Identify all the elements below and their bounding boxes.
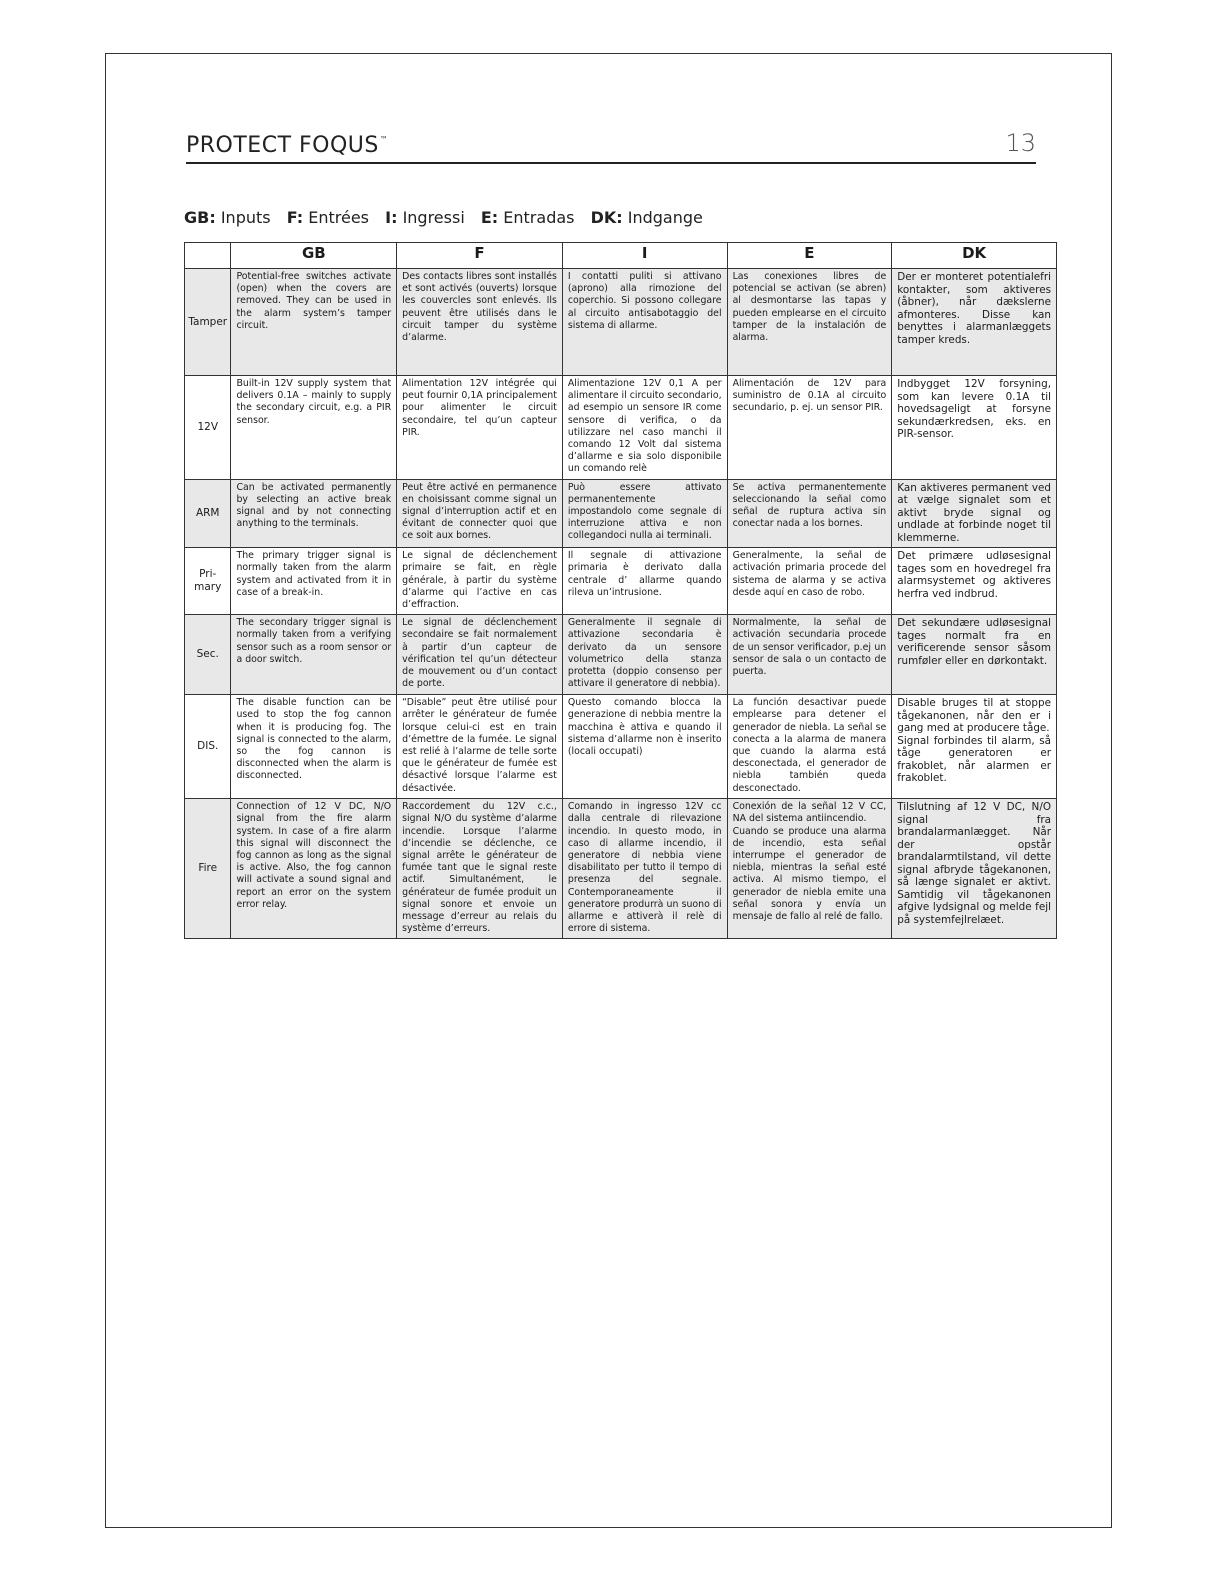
cell-e: La función desactivar puede emplearse para detener el generador de niebla. La señal se conecta a la alarma de manera que cuando la alarma está desconectada, el generador de niebla también queda desconectado. [727, 695, 892, 799]
cell-e: Normalmente, la señal de activación secundaria procede de un sensor verificador, p.ej un sensor de sala o un contacto de puerta. [727, 615, 892, 695]
cell-gb: Built-in 12V supply system that delivers 0.1A – mainly to supply the secondary circuit, e.g. a PIR sensor. [231, 376, 397, 480]
row-label-tamper: Tamper [185, 269, 231, 376]
cell-dk: Det sekundære udløsesignal tages normalt fra en verificerende sensor såsom rumføler eller en dørkontakt. [892, 615, 1057, 695]
cell-i: Questo comando blocca la generazione di nebbia mentre la macchina è attiva e quando il sistema d’allarme non è inserito (locali occupati) [562, 695, 727, 799]
cell-dk: Indbygget 12V forsyning, som kan levere 0.1A til hovedsageligt at forsyne sekundærkredsen, eks. en PIR-sensor. [892, 376, 1057, 480]
column-header-blank [185, 243, 231, 269]
table-row [185, 799, 1057, 939]
table-row [185, 695, 1057, 799]
table-row [185, 548, 1057, 615]
cell-e: Las conexiones libres de potencial se activan (se abren) al desmontarse las tapas y pueden emplearse en el circuito tamper de la instalación de alarma. [727, 269, 892, 376]
brand-name: PROTECT FOQUS [186, 133, 379, 158]
row-label-fire: Fire [185, 799, 231, 939]
row-label-arm: ARM [185, 479, 231, 548]
table-row [185, 269, 1057, 376]
column-header-gb: GB [231, 243, 397, 269]
row-label-12v: 12V [185, 376, 231, 480]
cell-dk: Det primære udløsesignal tages som en hovedregel fra alarmsystemet og aktiveres herfra ved indbrud. [892, 548, 1057, 615]
legend-item-dk: DK: Indgange [590, 208, 703, 227]
cell-f: Alimentation 12V intégrée qui peut fournir 0,1A principalement pour alimenter le circuit secondaire, tel qu’un capteur PIR. [397, 376, 563, 480]
inputs-table [184, 242, 1057, 939]
cell-gb: The disable function can be used to stop the fog cannon when it is producing fog. The signal is connected to the alarm, so the fog cannon is disconnected when the alarm is disconnected. [231, 695, 397, 799]
cell-f: Le signal de déclenchement secondaire se fait normalement à partir d’un capteur de vérification tel qu’un détecteur de mouvement ou d’un contact de porte. [397, 615, 563, 695]
cell-f: “Disable” peut être utilisé pour arrêter le générateur de fumée lorsque celui-ci est en train d’émettre de la fumée. Le signal est relié à l’alarme de telle sorte que le générateur de fumée est désactivé lorsque l’alarme est désactivée. [397, 695, 563, 799]
cell-e: Se activa permanentemente seleccionando la señal como señal de ruptura activa sin conectar nada a los bornes. [727, 479, 892, 548]
cell-i: Alimentazione 12V 0,1 A per alimentare il circuito secondario, ad esempio un sensore IR come sensore di verifica, o da utilizzare nel caso manchi il comando 12 Volt dal sistema d’allarme e sia solo disponibile un comando relè [562, 376, 727, 480]
cell-dk: Kan aktiveres permanent ved at vælge signalet som et aktivt bryde signal og undlade at forbinde noget til klemmerne. [892, 479, 1057, 548]
row-label-secondary: Sec. [185, 615, 231, 695]
table-row [185, 615, 1057, 695]
cell-gb: Can be activated permanently by selecting an active break signal and by not connecting anything to the terminals. [231, 479, 397, 548]
cell-dk: Tilslutning af 12 V DC, N/O signal fra brandalarmanlægget. Når der opstår brandalarmtilstand, vil dette signal afbryde tågekanonen, så længe signalet er aktivt. Samtidig vil tågekanonen afgive lydsignal og melde fejl på systemfejlrelæet. [892, 799, 1057, 939]
cell-gb: The secondary trigger signal is normally taken from a verifying sensor such as a room sensor or a door switch. [231, 615, 397, 695]
language-legend [184, 208, 714, 227]
column-header-e: E [727, 243, 892, 269]
page-header [186, 128, 1036, 164]
cell-f: Des contacts libres sont installés et sont activés (ouverts) lorsque les couvercles sont enlevés. Ils peuvent être utilisés dans le circuit tamper du système d’alarme. [397, 269, 563, 376]
brand-logo [186, 133, 388, 158]
legend-item-e: E: Entradas [480, 208, 575, 227]
legend-item-i: I: Ingressi [385, 208, 465, 227]
row-label-primary: Pri- mary [185, 548, 231, 615]
legend-item-f: F: Entrées [286, 208, 370, 227]
cell-dk: Der er monteret potentialefri kontakter, som aktiveres (åbner), når dækslerne afmonteres. Disse kan benyttes i alarmanlæggets tamper kreds. [892, 269, 1057, 376]
cell-gb: Potential-free switches activate (open) when the covers are removed. They can be used in the alarm system’s tamper circuit. [231, 269, 397, 376]
table-row [185, 479, 1057, 548]
page-number: 13 [1005, 129, 1036, 157]
cell-e: Alimentación de 12V para suministro de 0.1A al circuito secundario, p. ej. un sensor PIR. [727, 376, 892, 480]
trademark-symbol: ™ [379, 135, 389, 144]
table-row [185, 376, 1057, 480]
cell-dk: Disable bruges til at stoppe tågekanonen, når den er i gang med at producere tåge. Signal forbindes til alarm, så tåge generatoren er frakoblet, når alarmen er frakoblet. [892, 695, 1057, 799]
cell-e: Conexión de la señal 12 V CC, NA del sistema antiincendio. Cuando se produce una alarma de incendio, esta señal interrumpe el generador de niebla, mientras la señal esté activa. Al mismo tiempo, el generador de niebla emite una señal sonora y envía un mensaje de fallo al relé de fallo. [727, 799, 892, 939]
cell-f: Le signal de déclenchement primaire se fait, en règle générale, à partir du système d’alarme qui l’active en cas d’effraction. [397, 548, 563, 615]
row-label-disable: DIS. [185, 695, 231, 799]
cell-gb: The primary trigger signal is normally taken from the alarm system and activated from it in case of a break-in. [231, 548, 397, 615]
table-header-row [185, 243, 1057, 269]
cell-i: I contatti puliti si attivano (aprono) alla rimozione del coperchio. Si possono collegare al circuito antisabotaggio del sistema di allarme. [562, 269, 727, 376]
cell-i: Il segnale di attivazione primaria è derivato dalla centrale d’ allarme quando rileva un’intrusione. [562, 548, 727, 615]
legend-item-gb: GB: Inputs [184, 208, 271, 227]
cell-i: Comando in ingresso 12V cc dalla centrale di rilevazione incendio. In questo modo, in caso di allarme incendio, il generatore di nebbia viene disabilitato per tutto il tempo di presenza del segnale. Contemporaneamente il generatore produrrà un suono di allarme e attiverà il relè di errore di sistema. [562, 799, 727, 939]
cell-i: Generalmente il segnale di attivazione secondaria è derivato da un sensore volumetrico della stanza protetta (doppio consenso per attivare il generatore di nebbia). [562, 615, 727, 695]
cell-e: Generalmente, la señal de activación primaria procede del sistema de alarma y se activa desde aquí en caso de robo. [727, 548, 892, 615]
column-header-i: I [562, 243, 727, 269]
cell-gb: Connection of 12 V DC, N/O signal from the fire alarm system. In case of a fire alarm this signal will disconnect the fog cannon as long as the signal is active. Also, the fog cannon will activate a sound signal and report an error on the system error relay. [231, 799, 397, 939]
cell-f: Raccordement du 12V c.c., signal N/O du système d’alarme incendie. Lorsque l’alarme d’incendie se déclenche, ce signal arrête le générateur de fumée tant que le signal reste actif. Simultanément, le générateur de fumée produit un signal sonore et envoie un message d’erreur au relais du système d’erreurs. [397, 799, 563, 939]
cell-i: Può essere attivato permanentemente impostandolo come segnale di interruzione attiva e non collegandoci nulla ai terminali. [562, 479, 727, 548]
column-header-dk: DK [892, 243, 1057, 269]
cell-f: Peut être activé en permanence en choisissant comme signal un signal d’interruption actif et en évitant de connecter quoi que ce soit aux bornes. [397, 479, 563, 548]
column-header-f: F [397, 243, 563, 269]
